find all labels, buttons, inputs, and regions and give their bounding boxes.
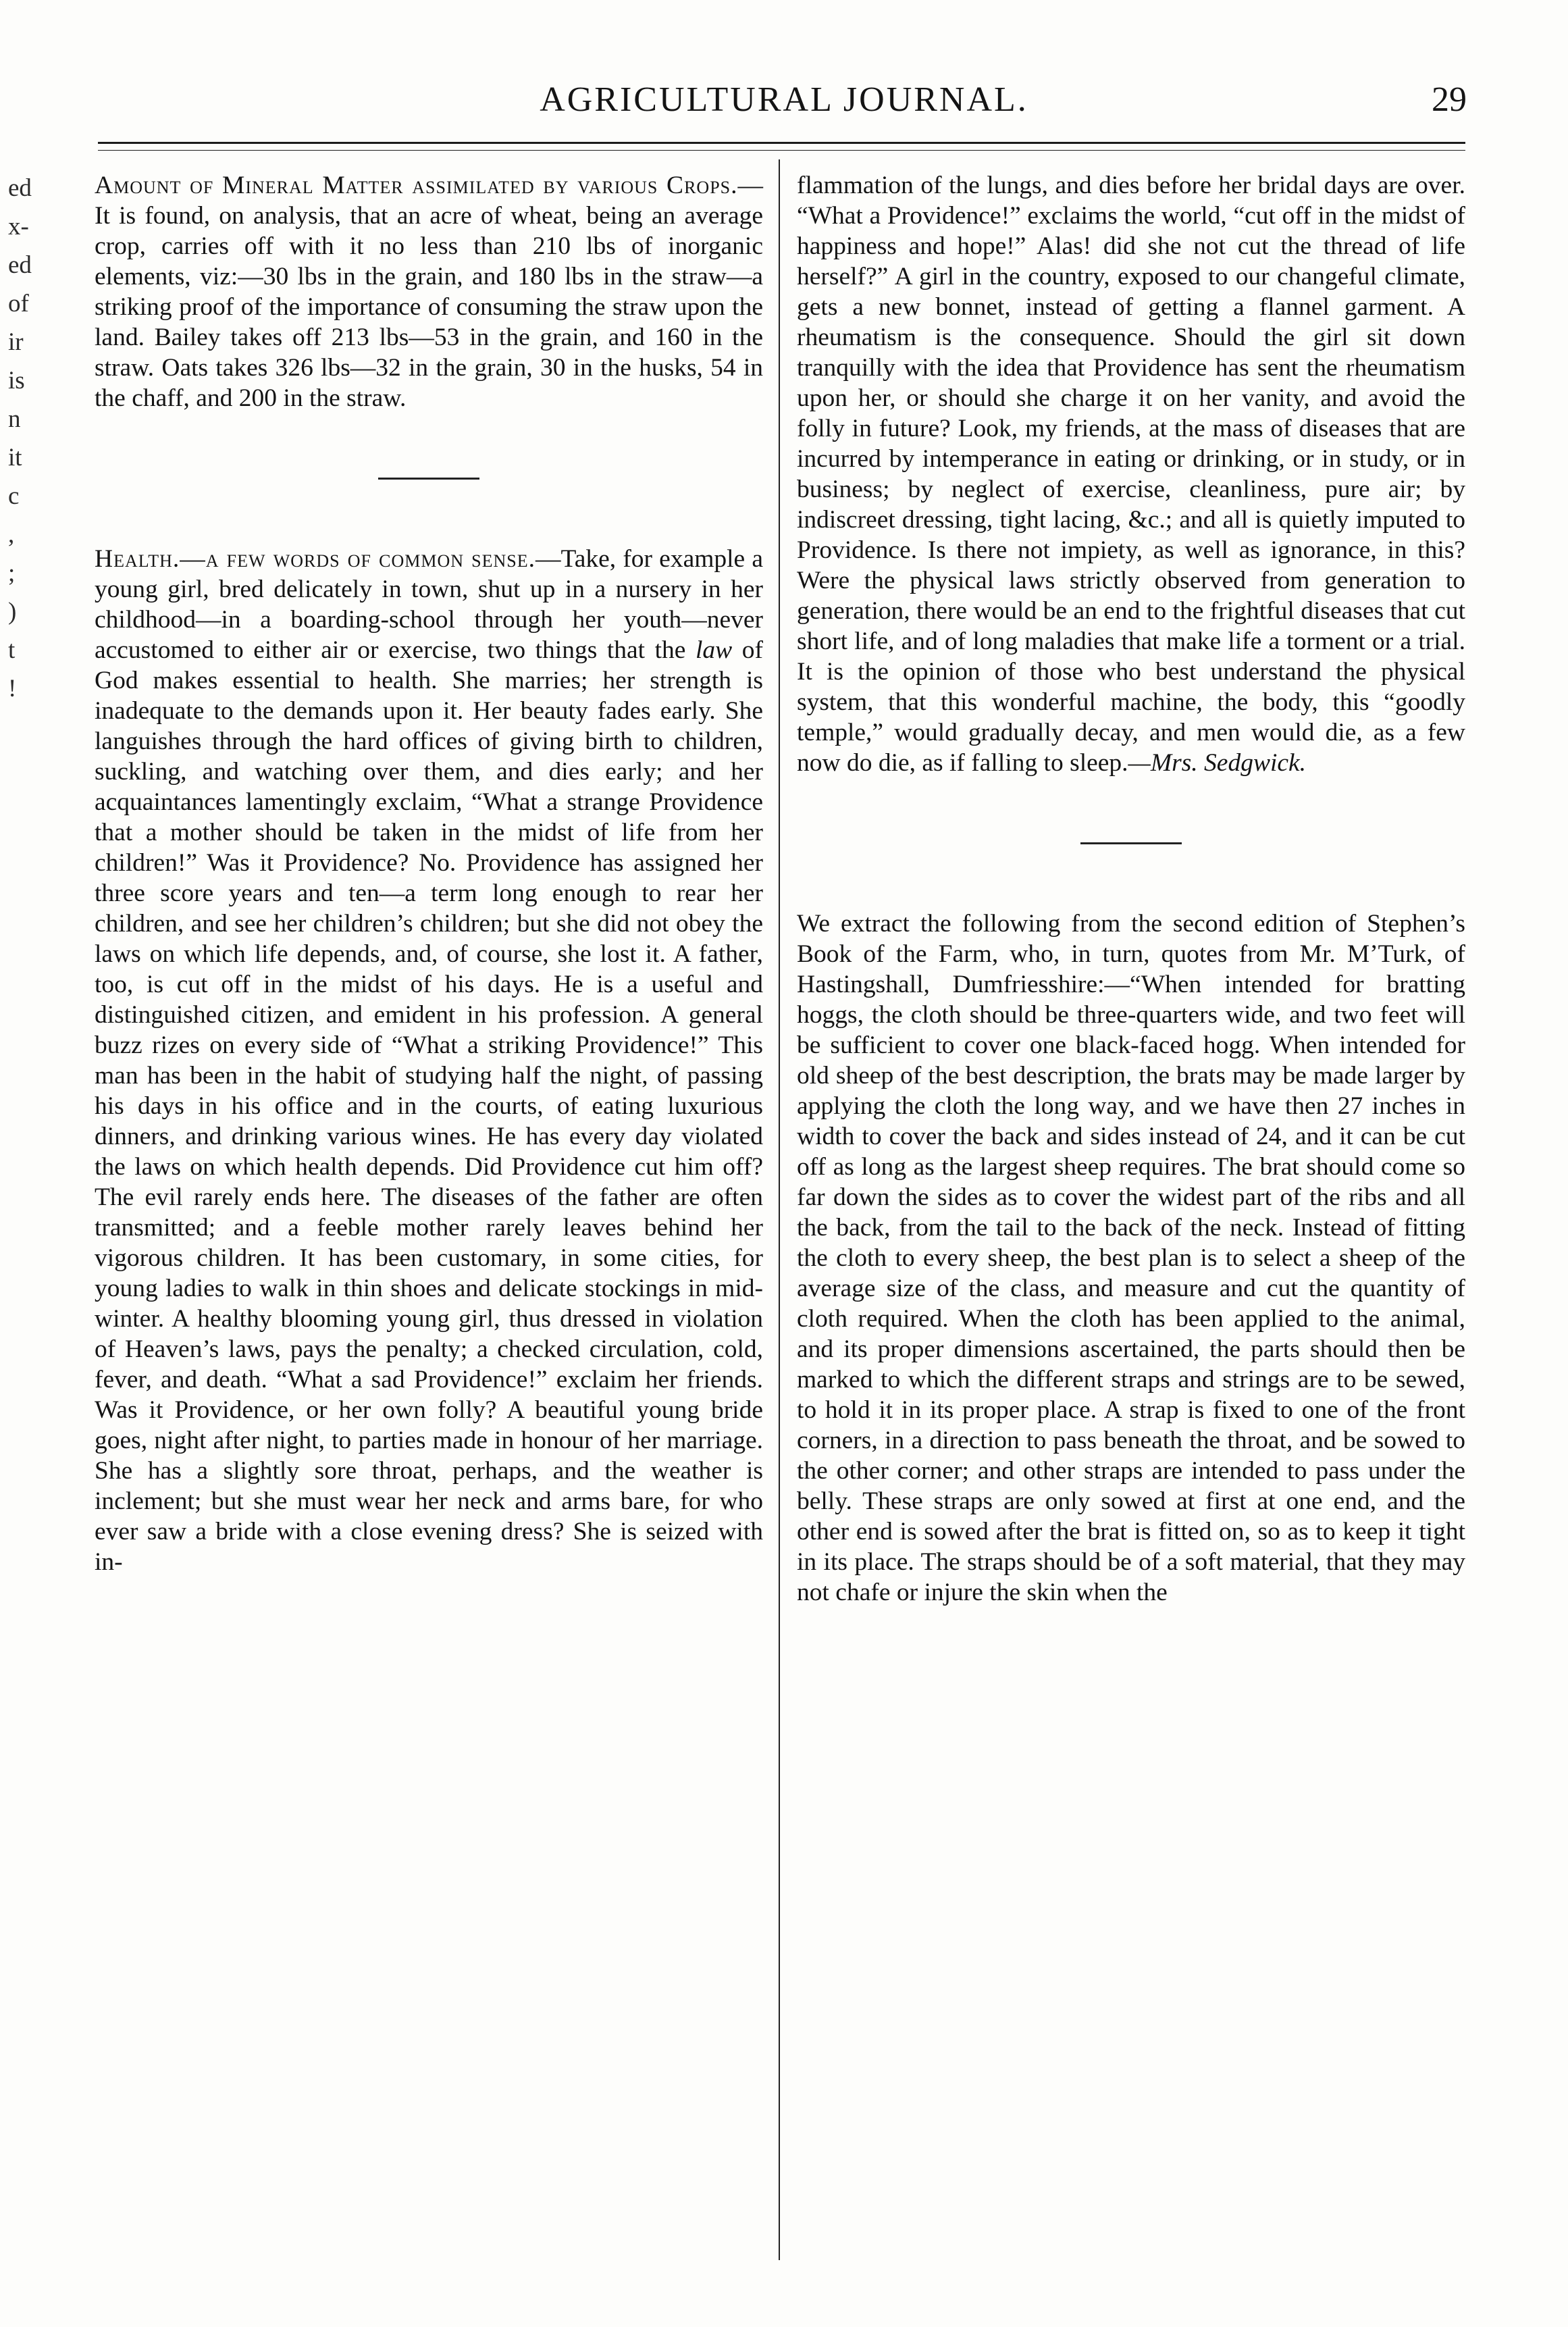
header-rule-thick <box>98 142 1465 144</box>
author-signature: —Mrs. Sedgwick. <box>1128 749 1307 777</box>
bleed-fragment: ! <box>8 675 17 702</box>
bleed-fragment: t <box>8 636 16 664</box>
bleed-fragment: of <box>8 290 29 317</box>
bleed-fragment: c <box>8 482 20 510</box>
facing-page-bleed-through <box>8 169 55 708</box>
bleed-fragment: ) <box>8 598 17 625</box>
article-body: We extract the following from the second edition of Stephen’s Book of the Farm, who, in turn, quotes from Mr. M’Turk, of Hastingshall, Dumfriesshire:—“When intended for bratting hoggs, the cloth should be three-quarters wide, and two feet will be sufficient to cover one black-faced hogg. When intended for old sheep of the best description, the brats may be made larger by applying the cloth the long way, and we have then 27 inches in width to cover the back and sides instead of 24, and it can be cut off as long as the largest sheep requires. The brat should come so far down the sides as to cover the widest part of the ribs and all the back, from the tail to the back of the neck. Instead of fitting the cloth to every sheep, the best plan is to select a sheep of the average size of the class, and measure and cut the quantity of cloth required. When the cloth has been applied to the animal, and its proper dimensions ascertained, the parts should then be marked to which the different straps and strings are to be sewed, to hold it in its proper place. A strap is fixed to one of the front corners, in a direction to pass beneath the throat, and be sowed to the other corner; and other straps are intended to pass under the belly. These straps are only sowed at first at one end, and the other end is sowed after the brat is fitted on, so as to keep it tight in its place. The straps should be of a soft material, that they may not chafe or injure the skin when the <box>797 910 1465 1606</box>
page-header <box>0 0 1568 135</box>
article-heading: Health.—a few words of common sense. <box>95 545 535 573</box>
bleed-fragment: n <box>8 405 21 433</box>
bleed-fragment: it <box>8 444 22 471</box>
bleed-fragment: ed <box>8 174 32 202</box>
running-title: AGRICULTURAL JOURNAL. <box>540 80 1028 119</box>
bleed-fragment: ir <box>8 328 24 356</box>
bratting-article <box>797 909 1465 1608</box>
article-body: —Take, for example a young girl, bred delicately in town, shut up in a nursery in her childhood—in a boarding-school through her youth—never accustomed to either air or exercise, two things that the <box>95 545 763 664</box>
bleed-fragment: x- <box>8 213 29 240</box>
bleed-fragment: , <box>8 521 15 548</box>
section-separator <box>1080 842 1182 844</box>
article-body: —It is found, on analysis, that an acre of wheat, being an average crop, carries off with it no less than 210 lbs of inorganic elements, viz:—30 lbs in the grain, and 180 lbs in the straw—a striking proof of the importance of consuming the straw upon the land. Bailey takes off 213 lbs—53 in the grain, and 160 in the straw. Oats takes 326 lbs—32 in the grain, 30 in the husks, 54 in the chaff, and 200 in the straw. <box>95 172 763 412</box>
mineral-matter-article <box>95 170 763 413</box>
article-body: flammation of the lungs, and dies before her bridal days are over. “What a Providence!” exclaims the world, “cut off in the midst of happiness and hope!” Alas! did she not cut the thread of life herself?” A girl in the country, exposed to our changeful climate, gets a new bonnet, instead of getting a flannel garment. A rheumatism is the consequence. Should the girl sit down tranquilly with the idea that Providence has sent the rheumatism upon her, or should she charge it on her vanity, and avoid the folly in future? Look, my friends, at the mass of diseases that are incurred by intemperance in eating or drinking, or in study, or in business; by neglect of exercise, cleanliness, pure air; by indiscreet dressing, tight lacing, &c.; and all is quietly imputed to Providence. Is there not impiety, as well as ignorance, in this? Were the physical laws strictly observed from generation to generation, there would be an end to the frightful diseases that cut short life, and of long maladies that make life a torment or a trial. It is the opinion of those who best understand the physical system, that this wonderful machine, the body, this “goodly temple,” would gradually decay, and men would die, as a few now do die, as if falling to sleep. <box>797 172 1465 777</box>
page-number: 29 <box>1432 80 1467 119</box>
bleed-fragment: ed <box>8 251 32 279</box>
right-column <box>797 170 1465 1608</box>
emphasized-word: law <box>696 636 733 664</box>
health-article <box>95 544 763 1577</box>
article-body-continued: of God makes essential to health. She marries; her strength is inadequate to the demands upon it. Her beauty fades early. She languishes through the hard offices of giving birth to children, suckling, and watching over them, and dies early; and her acquaintances lamentingly exclaim, “What a strange Providence that a mother should be taken in the midst of life from her children!” Was it Providence? No. Providence has assigned her three score years and ten—a term long enough to rear her children, and see her children’s children; but she did not obey the laws on which life depends, and, of course, she lost it. A father, too, is cut off in the midst of his days. He is a useful and distinguished citizen, and emident in his profession. A general buzz rizes on every side of “What a striking Providence!” This man has been in the habit of studying half the night, of passing his days in his office and in the courts, of eating luxurious dinners, and drinking various wines. He has every day violated the laws on which health depends. Did Providence cut him off? The evil rarely ends here. The diseases of the father are often transmitted; and a feeble mother rarely leaves behind her vigorous children. It has been customary, in some cities, for young ladies to walk in thin shoes and delicate stockings in mid-winter. A healthy blooming young girl, thus dressed in violation of Heaven’s laws, pays the penalty; a checked circulation, cold, fever, and death. “What a sad Providence!” exclaim her friends. Was it Providence, or her own folly? A beautiful young bride goes, night after night, to parties made in honour of her marriage. She has a slightly sore throat, perhaps, and the weather is inclement; but she must wear her neck and arms bare, for who ever saw a bride with a close evening dress? She is seized with in- <box>95 636 763 1576</box>
left-column <box>95 170 763 1577</box>
bleed-fragment: is <box>8 367 25 394</box>
header-rule-thin <box>98 150 1465 151</box>
bleed-fragment: ; <box>8 559 16 587</box>
health-article-continued <box>797 170 1465 778</box>
column-divider <box>779 159 780 2260</box>
section-separator <box>378 478 479 480</box>
article-heading: Amount of Mineral Matter assimilated by various Crops. <box>95 172 738 199</box>
